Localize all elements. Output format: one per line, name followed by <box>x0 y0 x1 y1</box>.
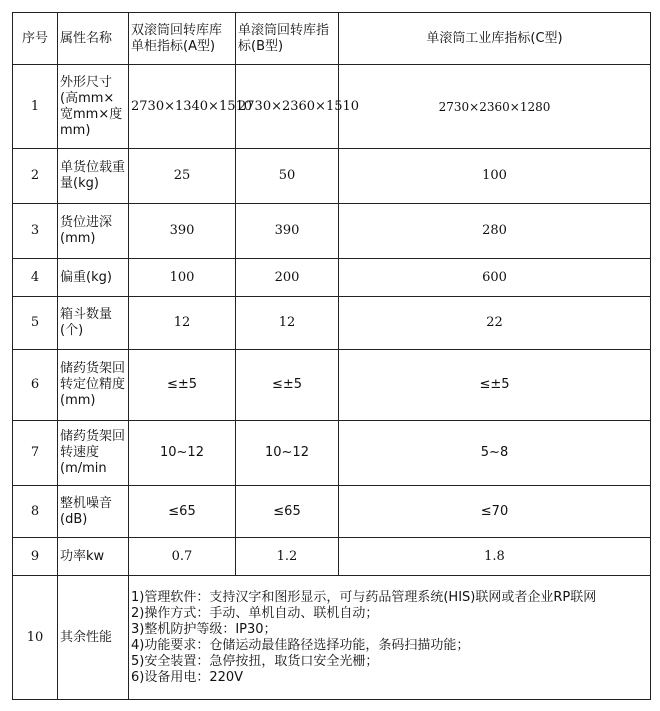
row-value-a: 10~12 <box>129 421 236 486</box>
row-value-b: 10~12 <box>236 421 339 486</box>
header-type-a: 双滚筒回转库库单柜指标(A型) <box>129 13 236 65</box>
row-value-a: 100 <box>129 259 236 297</box>
row-value-b: 200 <box>236 259 339 297</box>
row-value-c: 100 <box>339 149 651 204</box>
row-value-b: 2730×2360×1510 <box>236 65 339 149</box>
row-no: 1 <box>13 65 58 149</box>
other-performance-list <box>129 576 651 700</box>
table-row-other <box>13 576 651 700</box>
header-no: 序号 <box>13 13 58 65</box>
row-value-c: 22 <box>339 297 651 350</box>
row-value-b: ≤±5 <box>236 350 339 421</box>
row-value-a: 2730×1340×1510 <box>129 65 236 149</box>
table-row <box>13 297 651 350</box>
list-item: 3)整机防护等级：IP30； <box>131 621 277 637</box>
spec-table <box>12 12 651 700</box>
row-value-c: ≤70 <box>339 486 651 538</box>
row-no: 2 <box>13 149 58 204</box>
table-row <box>13 486 651 538</box>
row-value-c: 600 <box>339 259 651 297</box>
row-no: 5 <box>13 297 58 350</box>
row-value-b: 50 <box>236 149 339 204</box>
list-item: 1)管理软件：支持汉字和图形显示，可与药品管理系统(HIS)联网或者企业RP联网 <box>131 589 597 605</box>
header-type-b: 单滚筒回转库指标(B型) <box>236 13 339 65</box>
row-value-c: ≤±5 <box>339 350 651 421</box>
row-no: 3 <box>13 204 58 259</box>
row-no: 6 <box>13 350 58 421</box>
list-item: 6)设备用电：220V <box>131 669 244 685</box>
table-row <box>13 259 651 297</box>
row-value-a: 25 <box>129 149 236 204</box>
row-no: 9 <box>13 538 58 576</box>
list-item: 2)操作方式：手动、单机自动、联机自动； <box>131 605 379 621</box>
row-value-c: 1.8 <box>339 538 651 576</box>
row-attr: 储药货架回转定位精度(mm) <box>58 350 129 421</box>
row-no: 8 <box>13 486 58 538</box>
row-attr: 货位进深(mm) <box>58 204 129 259</box>
header-row <box>13 13 651 65</box>
row-value-b: ≤65 <box>236 486 339 538</box>
table-row <box>13 65 651 149</box>
table-row <box>13 421 651 486</box>
row-attr: 功率kw <box>58 538 129 576</box>
row-attr: 偏重(kg) <box>58 259 129 297</box>
row-value-c: 5~8 <box>339 421 651 486</box>
header-attr: 属性名称 <box>58 13 129 65</box>
row-value-a: 0.7 <box>129 538 236 576</box>
row-attr: 整机噪音(dB) <box>58 486 129 538</box>
row-no: 7 <box>13 421 58 486</box>
header-type-c: 单滚筒工业库指标(C型) <box>339 13 651 65</box>
table-row <box>13 149 651 204</box>
row-value-a: 390 <box>129 204 236 259</box>
row-value-a: ≤±5 <box>129 350 236 421</box>
row-no: 4 <box>13 259 58 297</box>
row-value-b: 1.2 <box>236 538 339 576</box>
table-row <box>13 204 651 259</box>
table-row <box>13 350 651 421</box>
list-item: 4)功能要求：仓储运动最佳路径选择功能，条码扫描功能； <box>131 637 470 653</box>
table-row <box>13 538 651 576</box>
row-attr: 外形尺寸(高mm×宽mm×度mm) <box>58 65 129 149</box>
row-value-c: 2730×2360×1280 <box>339 65 651 149</box>
row-attr: 储药货架回转速度(m/min <box>58 421 129 486</box>
row-no: 10 <box>13 576 58 700</box>
row-attr: 单货位载重量(kg) <box>58 149 129 204</box>
row-value-c: 280 <box>339 204 651 259</box>
row-attr: 箱斗数量(个) <box>58 297 129 350</box>
row-attr: 其余性能 <box>58 576 129 700</box>
row-value-b: 12 <box>236 297 339 350</box>
row-value-b: 390 <box>236 204 339 259</box>
row-value-a: 12 <box>129 297 236 350</box>
list-item: 5)安全装置：急停按扭，取货口安全光栅； <box>131 653 379 669</box>
row-value-a: ≤65 <box>129 486 236 538</box>
